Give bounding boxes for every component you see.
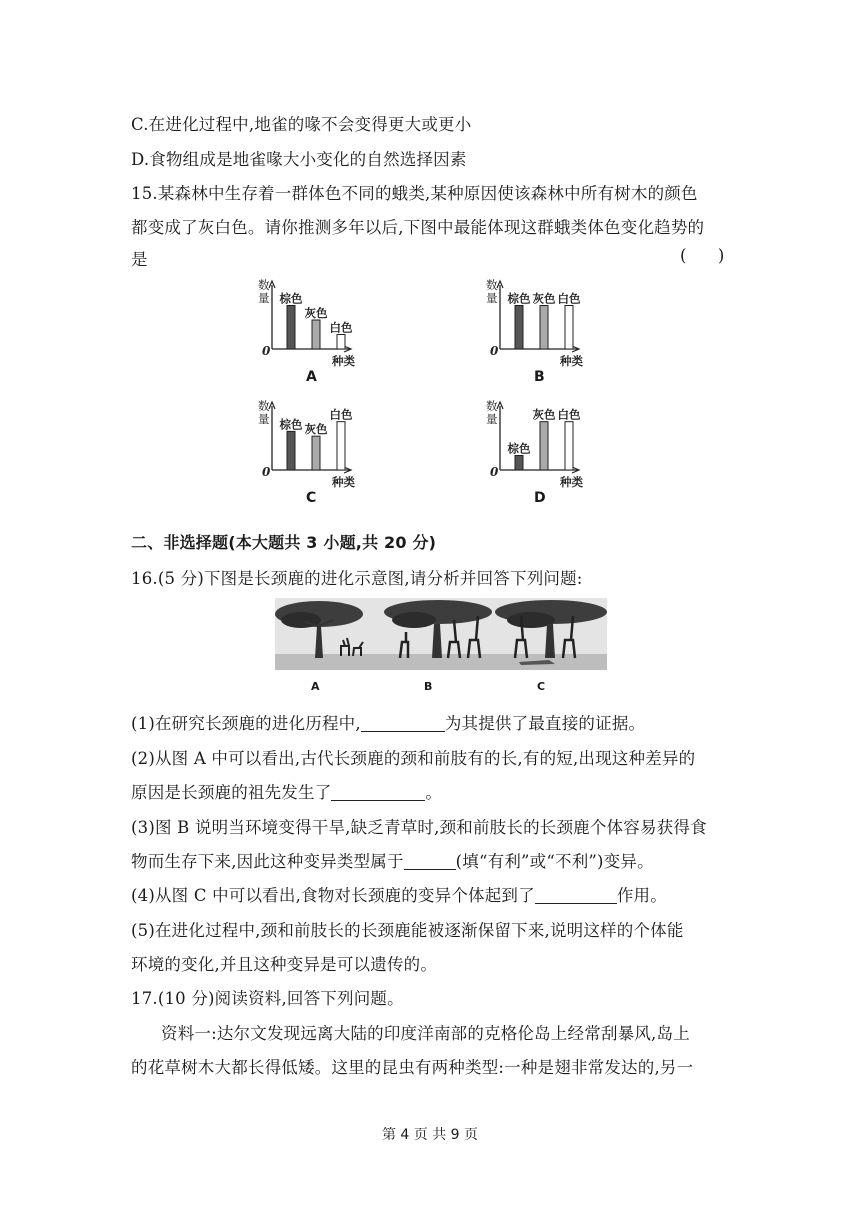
question-16: 16.(5 分)下图是长颈鹿的进化示意图,请分析并回答下列问题: <box>131 569 583 588</box>
bar-白色 <box>337 422 345 470</box>
chart-option-d <box>486 398 636 508</box>
bar-chart-svg <box>258 398 408 493</box>
bar-label: 棕色 <box>279 291 303 306</box>
bar-label: 棕色 <box>507 291 531 306</box>
answer-blank-2[interactable] <box>331 784 425 801</box>
y-axis-label: 量 <box>258 412 270 426</box>
chart-option-b <box>486 277 636 387</box>
bar-棕色 <box>515 456 523 471</box>
bar-label: 白色 <box>329 407 353 422</box>
giraffe-label-a: A <box>311 680 320 693</box>
bar-白色 <box>565 306 573 350</box>
x-axis-label: 种类 <box>332 354 355 368</box>
x-axis-label: 种类 <box>560 475 583 489</box>
question-16-1: (1)在研究长颈鹿的进化历程中, 为其提供了最直接的证据。 <box>131 714 646 733</box>
question-16-4: (4)从图 C 中可以看出,食物对长颈鹿的变异个体起到了 作用。 <box>131 886 667 905</box>
option-c: C.在进化过程中,地雀的喙不会变得更大或更小 <box>131 115 472 134</box>
question-15-line-1: 15.某森林中生存着一群体色不同的蛾类,某种原因使该森林中所有树木的颜色 <box>131 184 698 203</box>
bar-label: 棕色 <box>279 417 303 432</box>
bar-label: 白色 <box>329 320 353 335</box>
chart-letter: D <box>534 490 546 506</box>
bar-棕色 <box>287 306 295 350</box>
bar-label: 白色 <box>557 291 581 306</box>
x-axis-label: 种类 <box>332 475 355 489</box>
giraffe-illustration-b <box>384 598 496 670</box>
question-16-2-line-1: (2)从图 A 中可以看出,古代长颈鹿的颈和前肢有的长,有的短,出现这种差异的 <box>131 749 696 768</box>
origin-label: 0 <box>262 344 271 358</box>
giraffe-label-c: C <box>537 680 546 693</box>
x-axis-label: 种类 <box>560 354 583 368</box>
giraffe-illustration-c <box>495 598 607 670</box>
chart-letter: B <box>534 369 545 385</box>
bar-label: 白色 <box>557 407 581 422</box>
bar-棕色 <box>515 306 523 350</box>
y-axis-label: 数 <box>258 399 270 413</box>
answer-blank-1[interactable] <box>361 715 445 732</box>
answer-parentheses: ( ) <box>680 246 725 265</box>
bar-灰色 <box>540 306 548 350</box>
bar-label: 灰色 <box>532 291 556 306</box>
question-17: 17.(10 分)阅读资料,回答下列问题。 <box>131 989 404 1008</box>
y-axis-label: 量 <box>486 412 498 426</box>
chart-option-a <box>258 277 408 387</box>
y-axis-label: 量 <box>486 291 498 305</box>
giraffe-illustration-a <box>275 598 387 670</box>
bar-白色 <box>337 335 345 350</box>
origin-label: 0 <box>490 344 499 358</box>
bar-灰色 <box>540 422 548 470</box>
giraffe-label-b: B <box>424 680 433 693</box>
bar-chart-svg <box>486 398 636 493</box>
question-16-3-line-2: 物而生存下来,因此这种变异类型属于 (填“有利”或“不利”)变异。 <box>131 852 654 871</box>
chart-option-c <box>258 398 408 508</box>
y-axis-label: 数 <box>486 278 498 292</box>
bar-白色 <box>565 422 573 470</box>
material-1-line-2: 的花草树木大都长得低矮。这里的昆虫有两种类型:一种是翅非常发达的,另一 <box>131 1058 694 1077</box>
material-1-line-1: 资料一:达尔文发现远离大陆的印度洋南部的克格伦岛上经常刮暴风,岛上 <box>161 1024 690 1043</box>
question-15-line-3: 是 <box>131 250 148 269</box>
y-axis-label: 量 <box>258 291 270 305</box>
bar-label: 灰色 <box>532 407 556 422</box>
origin-label: 0 <box>490 465 499 479</box>
chart-letter: C <box>306 490 317 506</box>
bar-灰色 <box>312 320 320 349</box>
bar-chart-svg <box>258 277 408 372</box>
option-d: D.食物组成是地雀喙大小变化的自然选择因素 <box>131 150 467 169</box>
question-16-2-line-2: 原因是长颈鹿的祖先发生了 。 <box>131 783 443 802</box>
question-16-3-line-1: (3)图 B 说明当环境变得干旱,缺乏青草时,颈和前肢长的长颈鹿个体容易获得食 <box>131 818 707 837</box>
bar-chart-svg <box>486 277 636 372</box>
bar-label: 灰色 <box>304 306 328 320</box>
bar-label: 棕色 <box>507 441 531 456</box>
question-15-line-2: 都变成了灰白色。请你推测多年以后,下图中最能体现这群蛾类体色变化趋势的 <box>131 218 705 237</box>
chart-letter: A <box>306 369 317 385</box>
y-axis-label: 数 <box>258 278 270 292</box>
page-footer: 第 4 页 共 9 页 <box>381 1127 479 1143</box>
bar-label: 灰色 <box>304 422 328 437</box>
y-axis-label: 数 <box>486 399 498 413</box>
origin-label: 0 <box>262 465 271 479</box>
section-2-heading: 二、非选择题(本大题共 3 小题,共 20 分) <box>131 533 437 552</box>
answer-blank-4[interactable] <box>535 887 617 904</box>
answer-blank-3[interactable] <box>404 853 456 870</box>
question-16-5-line-1: (5)在进化过程中,颈和前肢长的长颈鹿能被逐渐保留下来,说明这样的个体能 <box>131 921 684 940</box>
bar-灰色 <box>312 436 320 470</box>
bar-棕色 <box>287 431 295 470</box>
question-16-5-line-2: 环境的变化,并且这种变异是可以遗传的。 <box>131 955 438 974</box>
